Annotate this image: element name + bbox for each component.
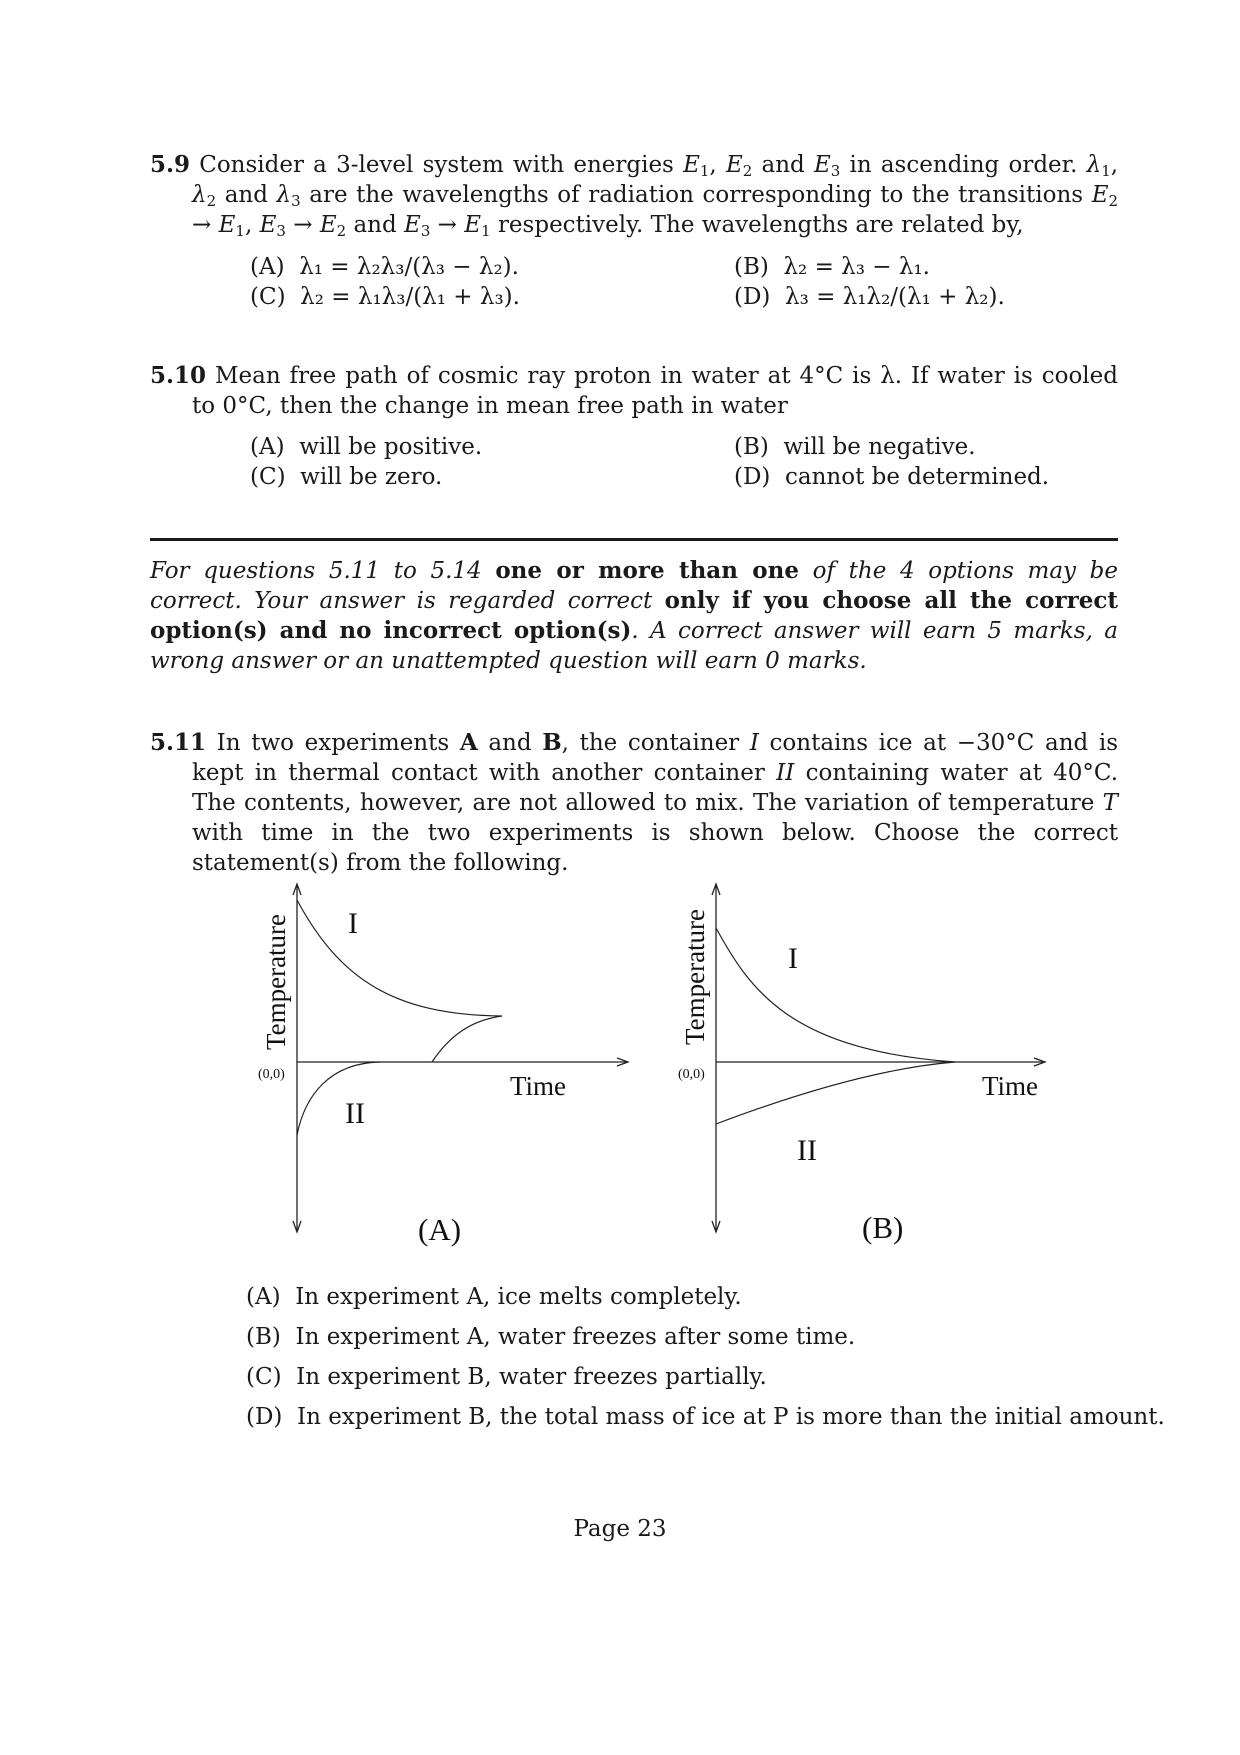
curve-ii-label: II	[797, 1134, 817, 1167]
question-number: 5.11	[150, 729, 207, 756]
option-b[interactable]: (B) λ₂ = λ₃ − λ₁.	[734, 254, 930, 280]
curve-i	[297, 900, 502, 1016]
question-5-9-text: 5.9 Consider a 3-level system with energies $E_1$, $E_2$ and $E_3$ in ascending order. $\lambda_1$, $\lambda_2$ and $\lambda_3$ are the wavelengths of radiation corresponding to the transitions $E_2 \to E_1$, $E_3 \to E_2$ and $E_3 \to E_1$ respectively. The wavelengths are related by,	[150, 151, 1119, 240]
curve-i	[716, 928, 955, 1062]
section-divider	[150, 538, 1118, 541]
page-number: Page 23	[573, 1516, 667, 1542]
y-axis-label: Temperature	[680, 908, 710, 1045]
option-a[interactable]: (A) In experiment A, ice melts completely.	[246, 1284, 742, 1310]
figure-b-caption: (B)	[862, 1210, 904, 1245]
figure-a-caption: (A)	[418, 1212, 462, 1247]
curve-ii	[716, 1062, 955, 1124]
figure-a	[258, 884, 628, 1247]
figure-b	[678, 884, 1045, 1245]
option-c[interactable]: (C) In experiment B, water freezes partially.	[246, 1364, 767, 1390]
instructions: For questions 5.11 to 5.14 one or more than one of the 4 options may be correct. Your answer is regarded correct only if you choose all the correct option(s) and no incorrect option(s). A correct answer will earn 5 marks, a wrong answer or an unattempted question will earn 0 marks.	[150, 557, 1119, 674]
question-5-11-text: 5.11 In two experiments A and B, the container I contains ice at −30°C and is kept in thermal contact with another container II containing water at 40°C. The contents, however, are not allowed to mix. The variation of temperature T with time in the two experiments is shown below. Choose the correct statement(s) from the following.	[150, 729, 1119, 876]
curve-ii-label: II	[345, 1097, 365, 1130]
option-d[interactable]: (D) cannot be determined.	[734, 464, 1050, 490]
question-5-10-text: Mean free path of cosmic ray proton in water at 4°C is λ. If water is cooled to 0°C, then the change in mean free path in water	[192, 363, 1118, 419]
x-axis-label: Time	[982, 1071, 1039, 1101]
origin-label: (0,0)	[258, 1067, 285, 1082]
option-b[interactable]: (B) In experiment A, water freezes after some time.	[246, 1324, 856, 1350]
option-d[interactable]: (D) λ₃ = λ₁λ₂/(λ₁ + λ₂).	[734, 284, 1005, 310]
question-5-10	[150, 361, 1118, 421]
question-5-11	[150, 728, 1118, 878]
y-axis-label: Temperature	[261, 913, 291, 1050]
option-b[interactable]: (B) will be negative.	[734, 434, 976, 460]
question-number: 5.9	[150, 151, 191, 178]
figures	[0, 860, 1240, 1260]
curve-ii	[297, 1062, 380, 1135]
curve-i-label: I	[348, 907, 358, 940]
option-d[interactable]: (D) In experiment B, the total mass of ice at P is more than the initial amount.	[246, 1404, 1165, 1430]
curve-i-label: I	[788, 942, 798, 975]
question-number: 5.10	[150, 362, 207, 389]
option-c[interactable]: (C) will be zero.	[250, 464, 443, 490]
option-a[interactable]: (A) λ₁ = λ₂λ₃/(λ₃ − λ₂).	[250, 254, 519, 280]
option-c[interactable]: (C) λ₂ = λ₁λ₃/(λ₁ + λ₃).	[250, 284, 520, 310]
option-a[interactable]: (A) will be positive.	[250, 434, 483, 460]
curve-i-rise	[432, 1016, 502, 1062]
x-axis-label: Time	[510, 1071, 567, 1101]
origin-label: (0,0)	[678, 1067, 705, 1082]
question-5-9	[150, 150, 1118, 240]
